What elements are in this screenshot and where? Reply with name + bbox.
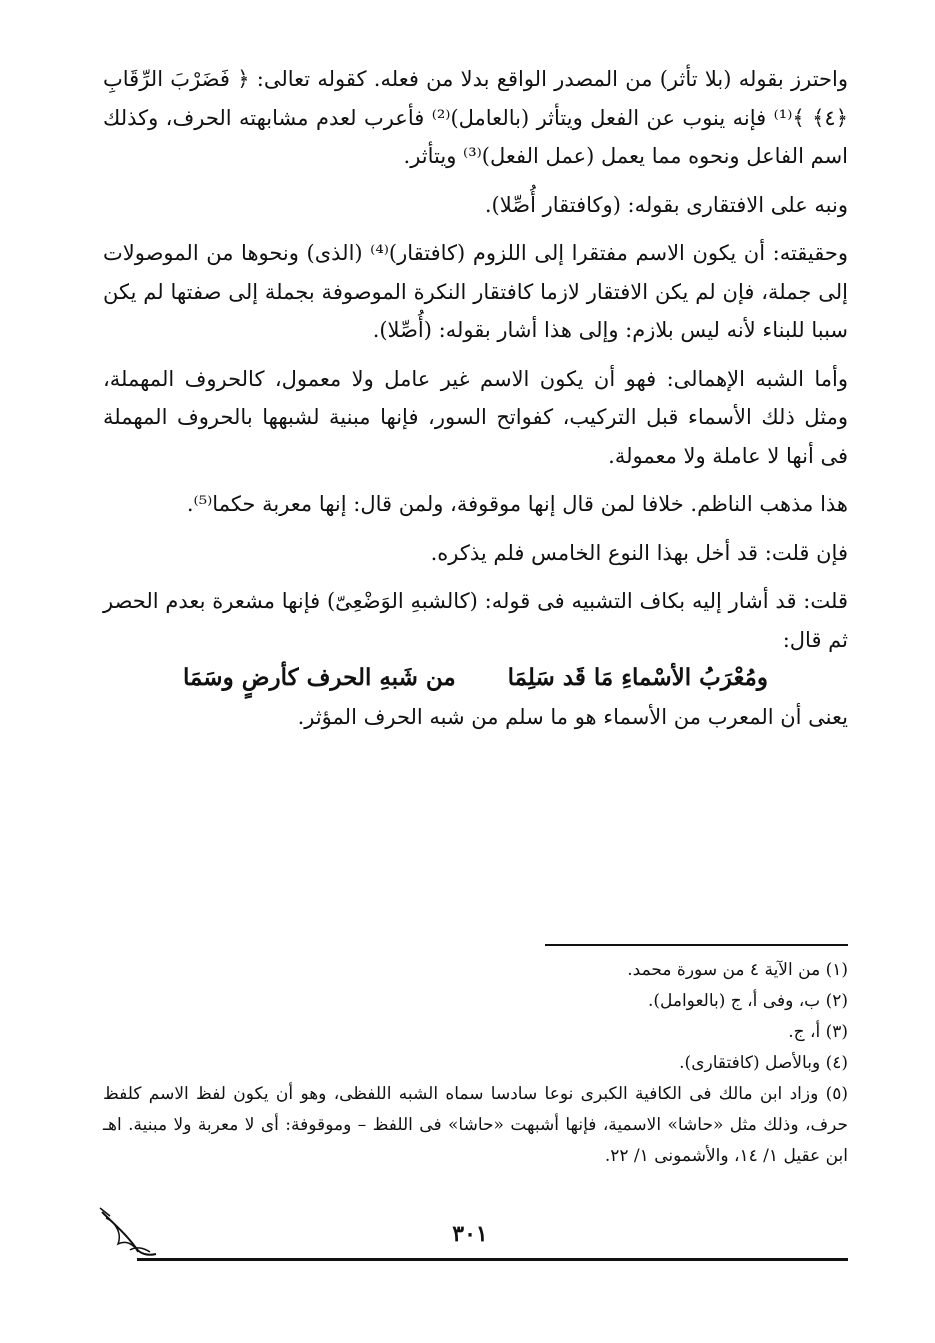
pen-flourish-icon [96, 1204, 160, 1262]
verse-hemistich-2: من شَبهِ الحرف كأرضٍ وسَمَا [183, 664, 456, 691]
paragraph-2: ونبه على الافتقارى بقوله: (وكافتقار أُصِّلا). [484, 192, 848, 217]
paragraph-6: فإن قلت: قد أخل بهذا النوع الخامس فلم يذكره. [430, 540, 848, 565]
footnote-4: (٤) وبالأصل (كافتقارى). [679, 1053, 848, 1073]
footnote-3: (٣) أ، ج. [788, 1022, 848, 1042]
footnote-2: (٢) ب، وفى أ، ج (بالعوامل). [647, 991, 848, 1011]
footnote-1: (١) من الآية ٤ من سورة محمد. [627, 960, 848, 980]
footnote-separator [545, 944, 848, 946]
closing-line: يعنى أن المعرب من الأسماء هو ما سلم من شبه الحرف المؤثر. [297, 704, 848, 729]
paragraph-1: واحترز بقوله (بلا تأثر) من المصدر الواقع بدلا من فعله. كقوله تعالى: ﴿ فَضَرْبَ الرِّقَابِ ﴿٤﴾ ﴾⁽¹⁾ فإنه ينوب عن الفعل ويتأثر (بالعامل)⁽²⁾ فأعرب لعدم مشابهته الحرف، وكذلك اسم الفاعل ونحوه مما يعمل (عمل الفعل)⁽³⁾ ويتأثر. [103, 67, 848, 168]
paragraph-5: هذا مذهب الناظم. خلافا لمن قال إنها موقوفة، ولمن قال: إنها معربة حكما⁽⁵⁾. [186, 492, 848, 516]
paragraph-3: وحقيقته: أن يكون الاسم مفتقرا إلى اللزوم (كافتقار)⁽⁴⁾ (الذى) ونحوها من الموصولات إلى جملة، فإن لم يكن الافتقار لازما كافتقار النكرة الموصوفة بجملة إلى صفتها لم يكن سببا للبناء لأنه ليس بلازم: وإلى هذا أشار بقوله: (أُصِّلا). [103, 241, 848, 342]
paragraph-7: قلت: قد أشار إليه بكاف التشبيه فى قوله: (كالشبهِ الوَضْعِىّ) فإنها مشعرة بعدم الحصر ثم قال: [103, 589, 848, 652]
bottom-rule [137, 1258, 848, 1261]
poem-verse [103, 659, 848, 698]
page-number: ٣٠١ [452, 1221, 488, 1247]
main-text [103, 60, 848, 746]
verse-hemistich-1: ومُعْرَبُ الأسْماءِ مَا قَد سَلِمَا [507, 664, 768, 691]
footnotes [103, 955, 848, 1172]
paragraph-4: وأما الشبه الإهمالى: فهو أن يكون الاسم غير عامل ولا معمول، كالحروف المهملة، ومثل ذلك الأسماء قبل التركيب، كفواتح السور، فإنها مبنية لشبهها بالحروف المهملة فى أنها لا عاملة ولا معمولة. [103, 366, 848, 468]
footnote-5: (٥) وزاد ابن مالك فى الكافية الكبرى نوعا سادسا سماه الشبه اللفظى، وهو أن يكون لفظ الاسم كلفظ حرف، وذلك مثل «حاشا» الاسمية، فإنها أشبهت «حاشا» فى اللفظ – وموقوفة: أى لا معربة ولا مبنية. اهـ ابن عقيل ١/ ١٤، والأشمونى ١/ ٢٢. [103, 1084, 848, 1166]
